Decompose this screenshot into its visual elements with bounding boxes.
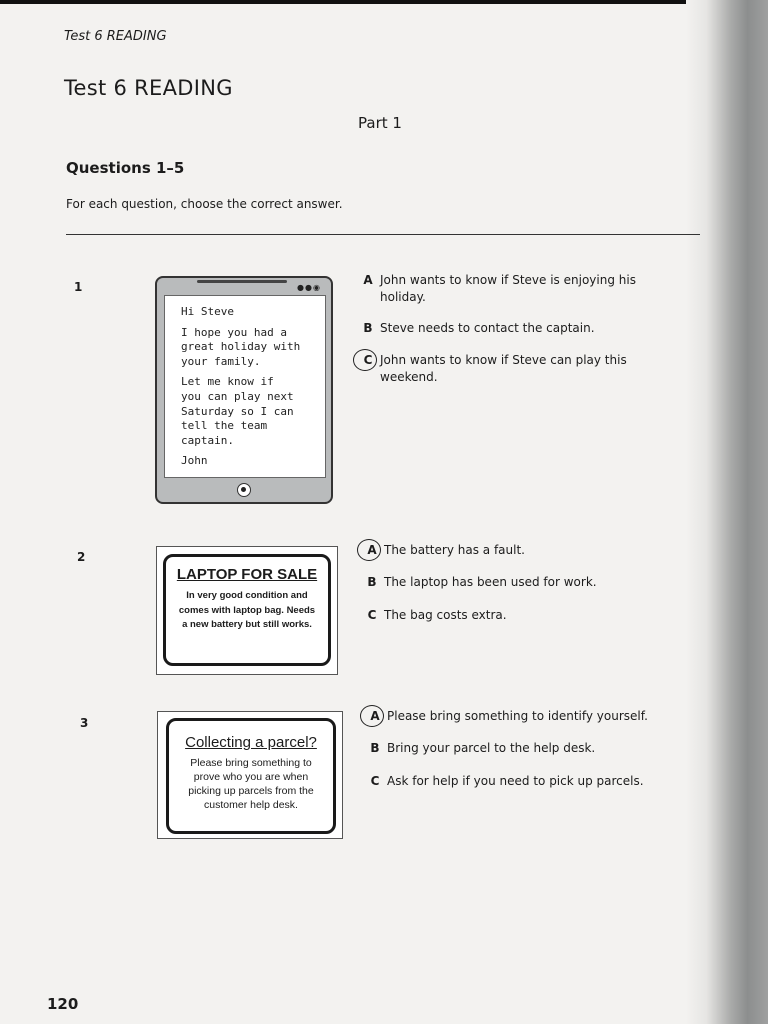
option-letter: B (363, 321, 373, 335)
questions-heading: Questions 1–5 (66, 159, 185, 177)
option-text: John wants to know if Steve is enjoying his holiday. (380, 273, 636, 304)
question-number-3: 3 (80, 716, 89, 730)
option-text: Steve needs to contact the captain. (380, 321, 595, 335)
option-2c[interactable] (362, 607, 662, 624)
option-letter: C (367, 608, 377, 622)
notice-border (166, 718, 336, 834)
option-2b[interactable] (362, 574, 662, 591)
phone-message-image (155, 276, 333, 504)
option-1a[interactable] (358, 272, 658, 306)
phone-home-button (237, 483, 251, 497)
option-letter: B (367, 575, 377, 589)
notice-border (163, 554, 331, 666)
question-number-2: 2 (77, 550, 86, 564)
option-letter: B (370, 741, 380, 755)
part-heading: Part 1 (358, 114, 402, 132)
option-text: Please bring something to identify yourself. (387, 709, 648, 723)
page-number: 120 (47, 995, 79, 1013)
notice-body: In very good condition and comes with laptop bag. Needs a new battery but still works. (178, 590, 316, 630)
instructions: For each question, choose the correct answer. (66, 197, 343, 211)
option-text: The bag costs extra. (384, 608, 507, 622)
option-3b[interactable] (365, 740, 675, 757)
phone-camera-dots: ●●◉ (297, 283, 321, 292)
option-text: The laptop has been used for work. (384, 575, 597, 589)
option-3a[interactable] (365, 708, 675, 725)
option-letter: A (367, 543, 377, 557)
message-line: Let me know if you can play next Saturday so I can tell the team captain. (181, 375, 294, 447)
option-letter: C (370, 774, 380, 788)
option-2a[interactable] (362, 542, 662, 559)
running-head: Test 6 READING (64, 29, 167, 44)
option-1c[interactable] (358, 352, 658, 386)
option-text: Ask for help if you need to pick up parcels. (387, 774, 644, 788)
option-text: Bring your parcel to the help desk. (387, 741, 596, 755)
notice-body: Please bring something to prove who you are when picking up parcels from the customer help desk. (188, 757, 314, 811)
option-text: John wants to know if Steve can play this weekend. (380, 353, 627, 384)
parcel-notice-image (157, 711, 343, 839)
message-greeting: Hi Steve (181, 305, 234, 318)
notice-title: Collecting a parcel? (185, 734, 317, 751)
divider (66, 234, 700, 235)
option-3c[interactable] (365, 773, 675, 790)
option-1b[interactable] (358, 320, 658, 337)
option-letter: A (363, 273, 373, 287)
book-spine-shadow (686, 0, 768, 1024)
option-text: The battery has a fault. (384, 543, 525, 557)
top-edge-bar (0, 0, 768, 4)
question-number-1: 1 (74, 280, 83, 294)
message-line: I hope you had a great holiday with your family. (181, 325, 301, 368)
laptop-notice-image (156, 546, 338, 675)
phone-speaker (197, 280, 287, 283)
phone-screen (164, 295, 326, 478)
notice-title: LAPTOP FOR SALE (176, 566, 318, 583)
option-letter: A (370, 709, 380, 723)
page-title: Test 6 READING (64, 76, 233, 100)
message-signature: John (181, 454, 208, 468)
option-letter: C (363, 353, 373, 367)
